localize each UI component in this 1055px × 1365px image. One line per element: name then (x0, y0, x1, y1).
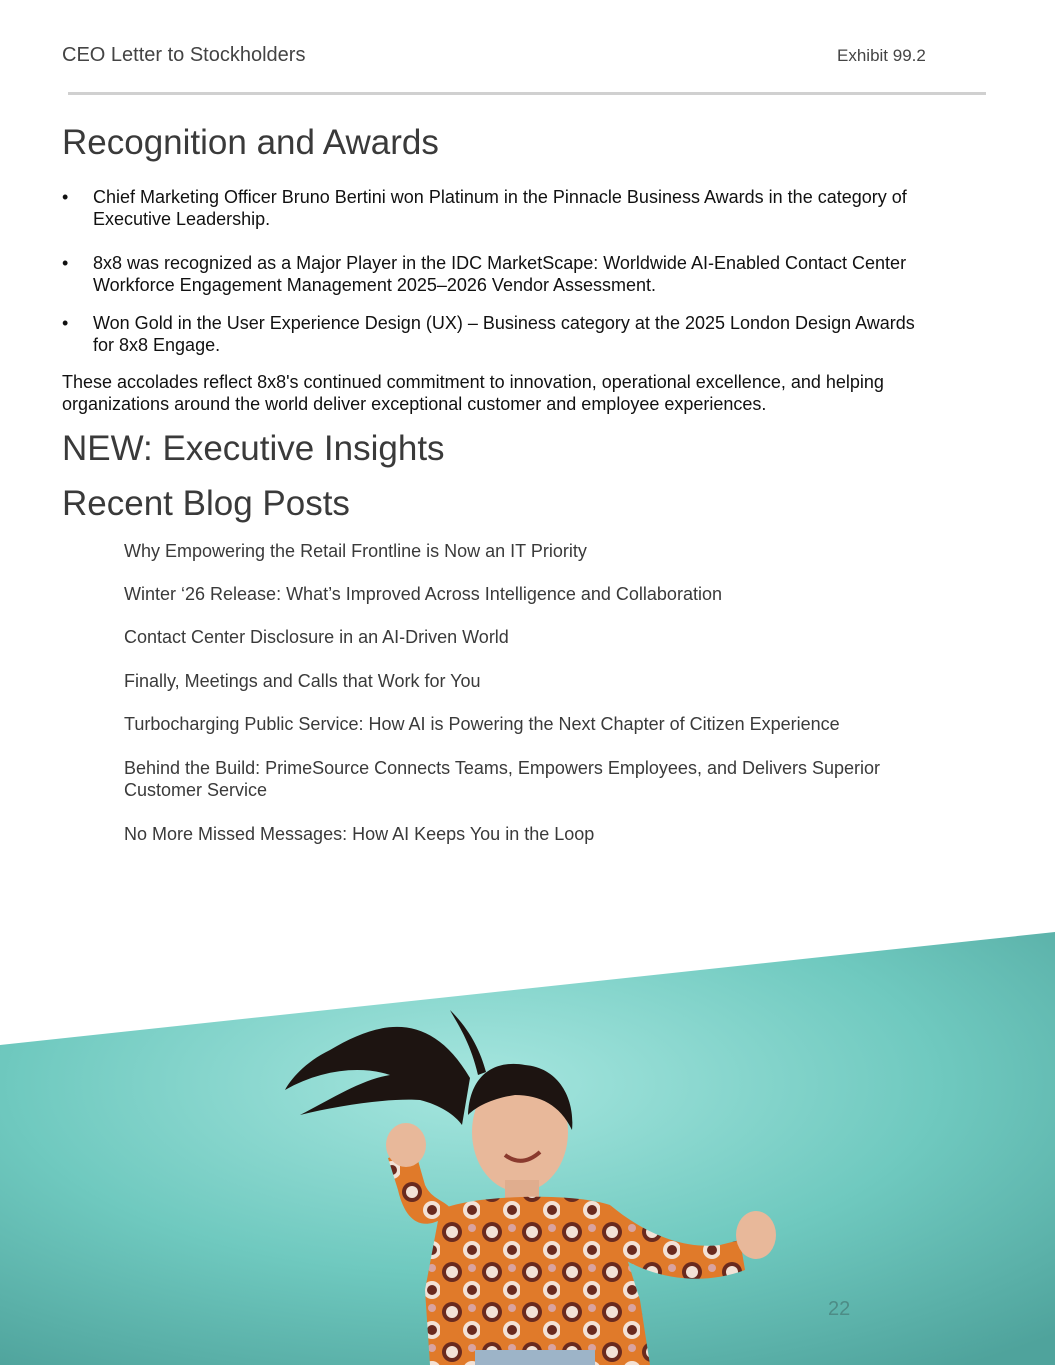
hero-photo (0, 900, 1055, 1365)
blog-post-link[interactable]: Why Empowering the Retail Frontline is Now an IT Priority (124, 541, 587, 561)
recognition-heading: Recognition and Awards (62, 123, 439, 162)
bullet-dot: • (62, 187, 69, 207)
award-text: Chief Marketing Officer Bruno Bertini won Platinum in the Pinnacle Business Awards in the category of Executive Leadership. (93, 187, 907, 229)
blog-post-link[interactable]: Winter ‘26 Release: What’s Improved Across Intelligence and Collaboration (124, 584, 722, 604)
blog-post-link[interactable]: No More Missed Messages: How AI Keeps You in the Loop (124, 824, 595, 844)
blog-post-link[interactable]: Contact Center Disclosure in an AI-Driven World (124, 627, 509, 647)
insights-heading: NEW: Executive Insights (62, 429, 445, 468)
blog-post-link[interactable]: Finally, Meetings and Calls that Work for You (124, 671, 481, 691)
blog-post-link[interactable]: Turbocharging Public Service: How AI is Powering the Next Chapter of Citizen Experience (124, 714, 840, 734)
accolades-summary: These accolades reflect 8x8's continued commitment to innovation, operational excellence, and helping organizations around the world deliver exceptional customer and employee experiences. (62, 372, 884, 414)
page-number: 22 (828, 1298, 851, 1320)
bullet-dot: • (62, 313, 69, 333)
blog-heading: Recent Blog Posts (62, 484, 350, 523)
document-title: CEO Letter to Stockholders (62, 44, 306, 66)
award-bullet (62, 186, 932, 230)
award-text: 8x8 was recognized as a Major Player in the IDC MarketScape: Worldwide AI-Enabled Contact Center Workforce Engagement Management 2025–2026 Vendor Assessment. (93, 253, 907, 295)
header-divider (68, 92, 986, 95)
award-text: Won Gold in the User Experience Design (UX) – Business category at the 2025 London Design Awards for 8x8 Engage. (93, 313, 915, 355)
award-bullet (62, 312, 932, 356)
exhibit-label: Exhibit 99.2 (837, 46, 926, 65)
bullet-dot: • (62, 253, 69, 273)
blog-post-link[interactable]: Behind the Build: PrimeSource Connects Teams, Empowers Employees, and Delivers Superior Customer Service (124, 758, 881, 800)
award-bullet (62, 252, 932, 296)
